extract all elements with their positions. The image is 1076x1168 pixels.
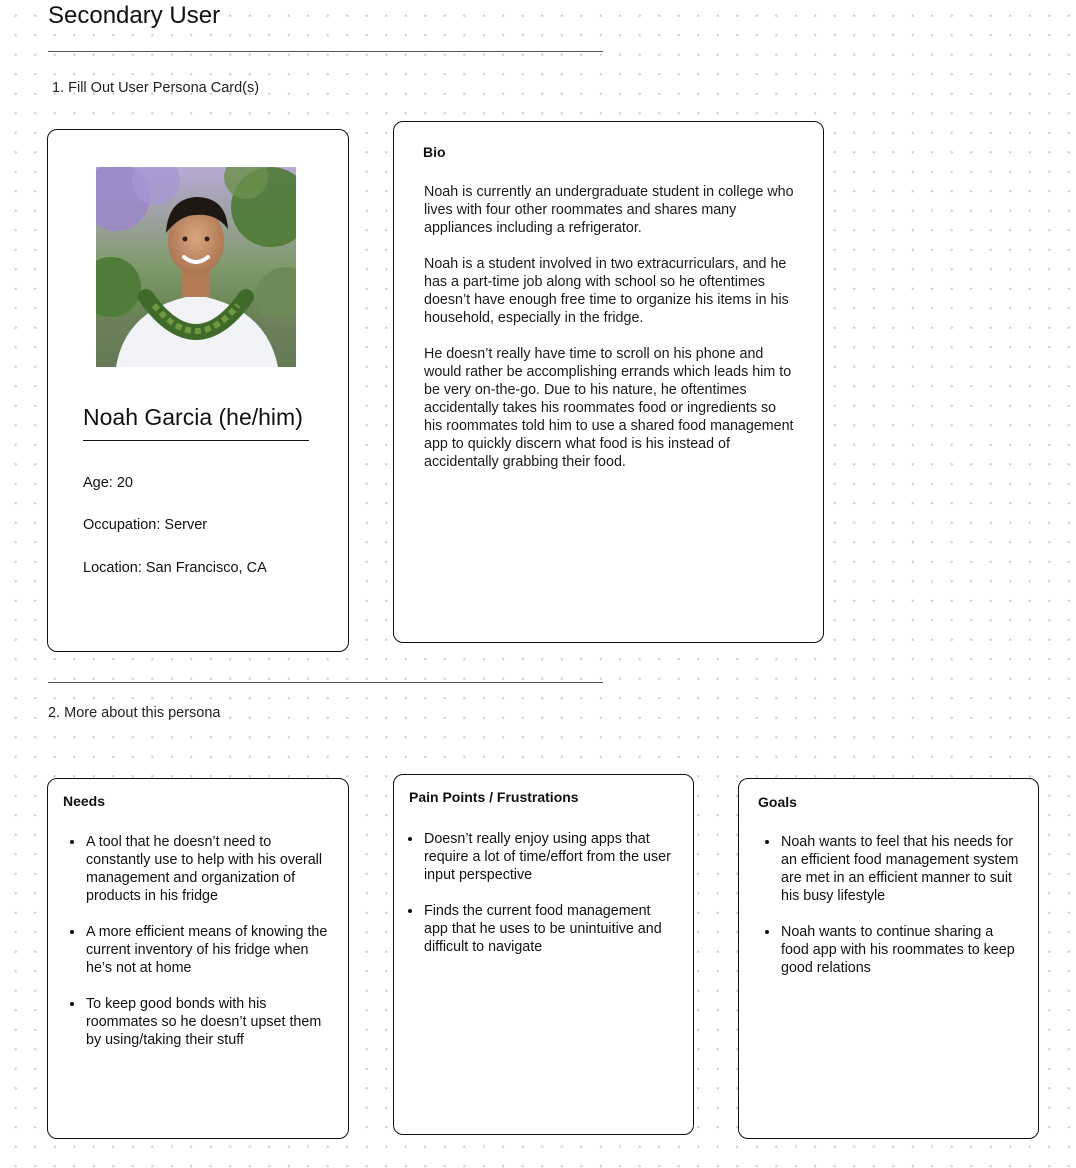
persona-age: Age: 20 <box>83 475 133 491</box>
bio-text <box>424 183 796 489</box>
bio-paragraph: Noah is currently an undergraduate student in college who lives with four other roommates and shares many appliances including a refrigerator. <box>424 184 794 236</box>
needs-list-container <box>63 833 329 1067</box>
bio-heading: Bio <box>423 144 446 160</box>
list-item: • Finds the current food management app that he uses to be unintuitive and difficult to navigate <box>423 902 677 956</box>
needs-heading: Needs <box>63 793 106 809</box>
goals-heading: Goals <box>758 794 797 810</box>
persona-name-underline <box>83 440 309 441</box>
goals-list <box>758 833 1020 977</box>
section-1-label: 1. Fill Out User Persona Card(s) <box>52 80 260 96</box>
list-item: • A tool that he doesn’t need to constantly use to help with his overall management and organization of products in his fridge <box>85 833 329 905</box>
list-item: • To keep good bonds with his roommates so he doesn’t upset them by using/taking their stuff <box>85 995 329 1049</box>
page-title: Secondary User <box>48 2 221 29</box>
section-2-label: 2. More about this persona <box>48 705 221 721</box>
bio-paragraph: He doesn’t really have time to scroll on his phone and would rather be accomplishing errands which leads him to be very on-the-go. Due to his nature, he oftentimes accidentally takes his roommates food or ingredients so his roommates told him to use a shared food management app to quickly discern what food is his instead of accidentally grabbing their food. <box>424 346 794 470</box>
goals-list-container <box>758 833 1020 995</box>
pain-points-list-container <box>401 830 677 974</box>
list-item: • Noah wants to continue sharing a food app with his roommates to keep good relations <box>780 923 1020 977</box>
needs-list <box>63 833 329 1049</box>
title-divider <box>48 51 603 52</box>
persona-photo <box>96 167 296 367</box>
pain-points-heading: Pain Points / Frustrations <box>409 789 579 805</box>
section-divider <box>48 682 603 683</box>
list-item: • Doesn’t really enjoy using apps that require a lot of time/effort from the user input perspective <box>423 830 677 884</box>
pain-points-list <box>401 830 677 956</box>
persona-occupation: Occupation: Server <box>83 517 208 533</box>
persona-photo-icon <box>96 167 296 367</box>
list-item: • Noah wants to feel that his needs for an efficient food management system are met in an efficient manner to suit his busy lifestyle <box>780 833 1020 905</box>
persona-name: Noah Garcia (he/him) <box>83 404 303 430</box>
persona-location: Location: San Francisco, CA <box>83 560 267 576</box>
list-item: • A more efficient means of knowing the current inventory of his fridge when he’s not at home <box>85 923 329 977</box>
bio-paragraph: Noah is a student involved in two extracurriculars, and he has a part-time job along with school so he oftentimes doesn’t have enough free time to organize his items in his household, especially in the fridge. <box>424 256 789 326</box>
